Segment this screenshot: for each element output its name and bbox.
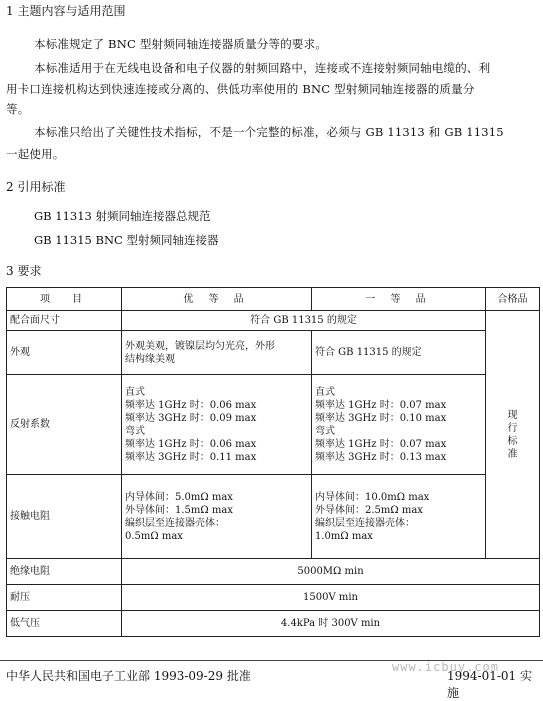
implementation-date: 1994-01-01 实施 (447, 669, 533, 700)
cell-line: 弯式 (315, 425, 335, 437)
table-row (7, 611, 540, 637)
approval-date: 中华人民共和国电子工业部 1993-09-29 批准 (6, 669, 251, 683)
cell-line: 0.5mΩ max (125, 530, 183, 542)
cell-line: 频率达 3GHz 时：0.09 max (125, 412, 257, 424)
qualified-column (486, 311, 540, 559)
first-class-value: 符合 GB 11315 的规定 (312, 331, 486, 375)
merged-value: 1500V min (122, 585, 540, 611)
qualified-char: 准 (507, 448, 518, 460)
merged-value: 符合 GB 11315 的规定 (122, 311, 486, 331)
row-label: 配合面尺寸 (7, 311, 122, 331)
merged-value: 4.4kPa 时 300V min (122, 611, 540, 637)
qualified-char: 标 (507, 435, 518, 447)
superior-value (122, 375, 312, 475)
row-label: 反射系数 (7, 375, 122, 475)
section-2-title: 2 引用标准 (6, 180, 66, 194)
cell-line: 频率达 1GHz 时：0.06 max (125, 399, 257, 411)
table-row (7, 475, 540, 559)
cell-line: 频率达 1GHz 时：0.07 max (315, 438, 447, 450)
cell-line: 弯式 (125, 425, 145, 437)
cell-line: 外导体间：2.5mΩ max (315, 504, 423, 516)
cell-line: 频率达 3GHz 时：0.11 max (125, 451, 257, 463)
qualified-char: 现 (507, 409, 518, 421)
section-1-title: 1 主题内容与适用范围 (6, 4, 126, 18)
first-class-value (312, 475, 486, 559)
reference-gb11315: GB 11315 BNC 型射频同轴连接器 (34, 233, 219, 247)
watermark: www.icbuy.com (392, 660, 499, 674)
cell-line: 外导体间：1.5mΩ max (125, 504, 233, 516)
cell-line: 频率达 1GHz 时：0.06 max (125, 438, 257, 450)
row-label: 低气压 (7, 611, 122, 637)
cell-line: 直式 (315, 386, 335, 398)
cell-line: 编织层至连接器壳体： (315, 517, 415, 529)
header-first-class: 一 等 品 (312, 288, 486, 311)
section-1-para-2-line-3: 等。 (6, 102, 30, 116)
table-row (7, 375, 540, 475)
section-1-para-2-line-1: 本标准适用于在无线电设备和电子仪器的射频回路中，连接或不连接射频同轴电缆的、利 (34, 61, 491, 75)
cell-line: 外观美观，镀镍层均匀光亮，外形 (125, 340, 275, 352)
cell-line: 1.0mΩ max (315, 530, 373, 542)
merged-value: 5000MΩ min (122, 559, 540, 585)
section-1-para-3-line-2: 一起使用。 (6, 147, 65, 161)
table-row (7, 331, 540, 375)
section-1-para-3-line-1: 本标准只给出了关键性技术指标，不是一个完整的标准，必须与 GB 11313 和 GB 11315 (34, 125, 504, 139)
table-row (7, 311, 540, 331)
cell-line: 频率达 3GHz 时：0.13 max (315, 451, 447, 463)
row-label: 外观 (7, 331, 122, 375)
row-label: 耐压 (7, 585, 122, 611)
table-header-row (7, 288, 540, 311)
row-label: 绝缘电阻 (7, 559, 122, 585)
header-item: 项 目 (7, 288, 122, 311)
cell-line: 频率达 3GHz 时：0.10 max (315, 412, 447, 424)
table-row (7, 559, 540, 585)
section-1-para-1: 本标准规定了 BNC 型射频同轴连接器质量分等的要求。 (34, 37, 328, 51)
superior-value (122, 331, 312, 375)
first-class-value (312, 375, 486, 475)
section-1-para-2-line-2: 用卡口连接机构达到快速连接或分离的、供低功率使用的 BNC 型射频同轴连接器的质量分 (6, 82, 475, 96)
row-label: 接触电阻 (7, 475, 122, 559)
table-row (7, 585, 540, 611)
qualified-char: 行 (507, 422, 518, 434)
cell-line: 直式 (125, 386, 145, 398)
reference-gb11313: GB 11313 射频同轴连接器总规范 (34, 209, 211, 223)
header-superior: 优 等 品 (122, 288, 312, 311)
cell-line: 结构缘美观 (125, 353, 175, 365)
cell-line: 内导体间：5.0mΩ max (125, 491, 233, 503)
header-qualified: 合格品 (486, 288, 540, 311)
cell-line: 内导体间：10.0mΩ max (315, 491, 430, 503)
cell-line: 编织层至连接器壳体： (125, 517, 225, 529)
superior-value (122, 475, 312, 559)
cell-line: 频率达 1GHz 时：0.07 max (315, 399, 447, 411)
section-3-title: 3 要求 (6, 264, 42, 278)
requirements-table (6, 287, 540, 637)
